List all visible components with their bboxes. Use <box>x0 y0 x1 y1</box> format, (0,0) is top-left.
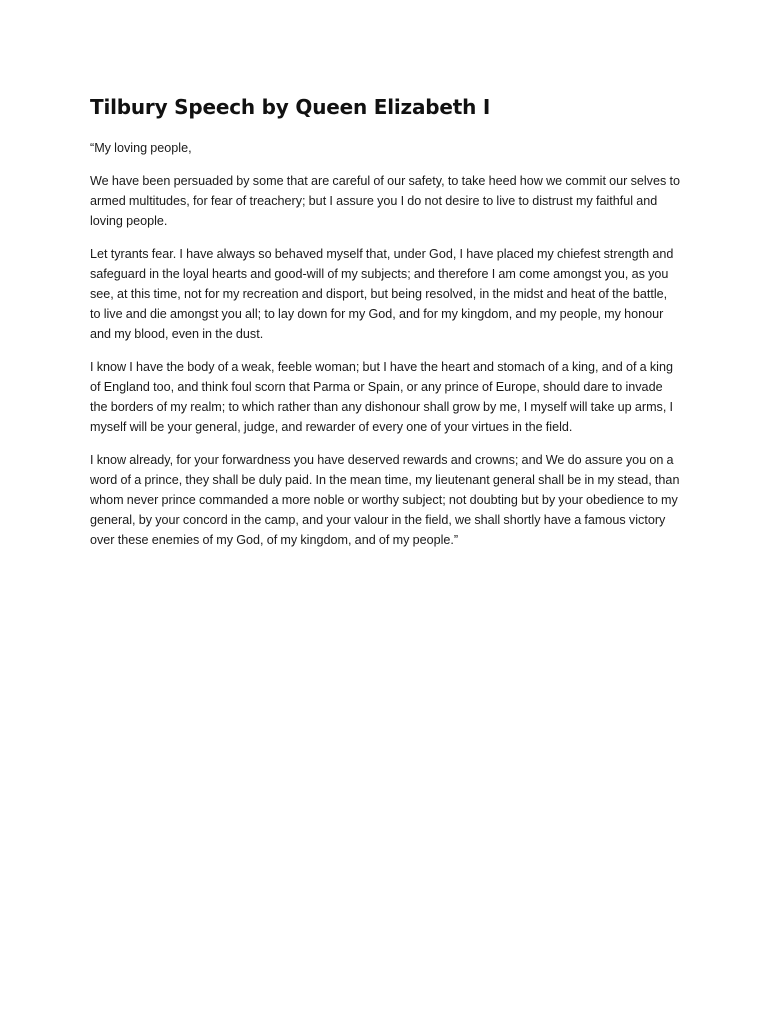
paragraph-tyrants: Let tyrants fear. I have always so behaved myself that, under God, I have placed my chiefest strength and safeguard in the loyal hearts and good-will of my subjects; and therefore I am come amongst you, as you see, at this time, not for my recreation and disport, but being resolved, in the midst and heat of the battle, to live and die amongst you all; to lay down for my God, and for my kingdom, and my people, my honour and my blood, even in the dust. <box>90 247 674 341</box>
document-title: Tilbury Speech by Queen Elizabeth I <box>90 95 491 119</box>
paragraph-body-of-woman: I know I have the body of a weak, feeble woman; but I have the heart and stomach of a king, and of a king of England too, and think foul scorn that Parma or Spain, or any prince of Europe, should dare to invade the borders of my realm; to which rather than any dishonour shall grow by me, I myself will take up arms, I myself will be your general, judge, and rewarder of every one of your virtues in the field. <box>90 360 674 434</box>
paragraph-persuaded: We have been persuaded by some that are careful of our safety, to take heed how we commit our selves to armed multitudes, for fear of treachery; but I assure you I do not desire to live to distrust my faithful and loving people. <box>90 174 680 228</box>
paragraph-rewards: I know already, for your forwardness you have deserved rewards and crowns; and We do assure you on a word of a prince, they shall be duly paid. In the mean time, my lieutenant general shall be in my stead, than whom never prince commanded a more noble or worthy subject; not doubting but by your obedience to my general, by your concord in the camp, and your valour in the field, we shall shortly have a famous victory over these enemies of my God, of my kingdom, and of my people.” <box>90 453 680 547</box>
document-page <box>90 93 680 563</box>
paragraph-salutation: “My loving people, <box>90 141 192 155</box>
